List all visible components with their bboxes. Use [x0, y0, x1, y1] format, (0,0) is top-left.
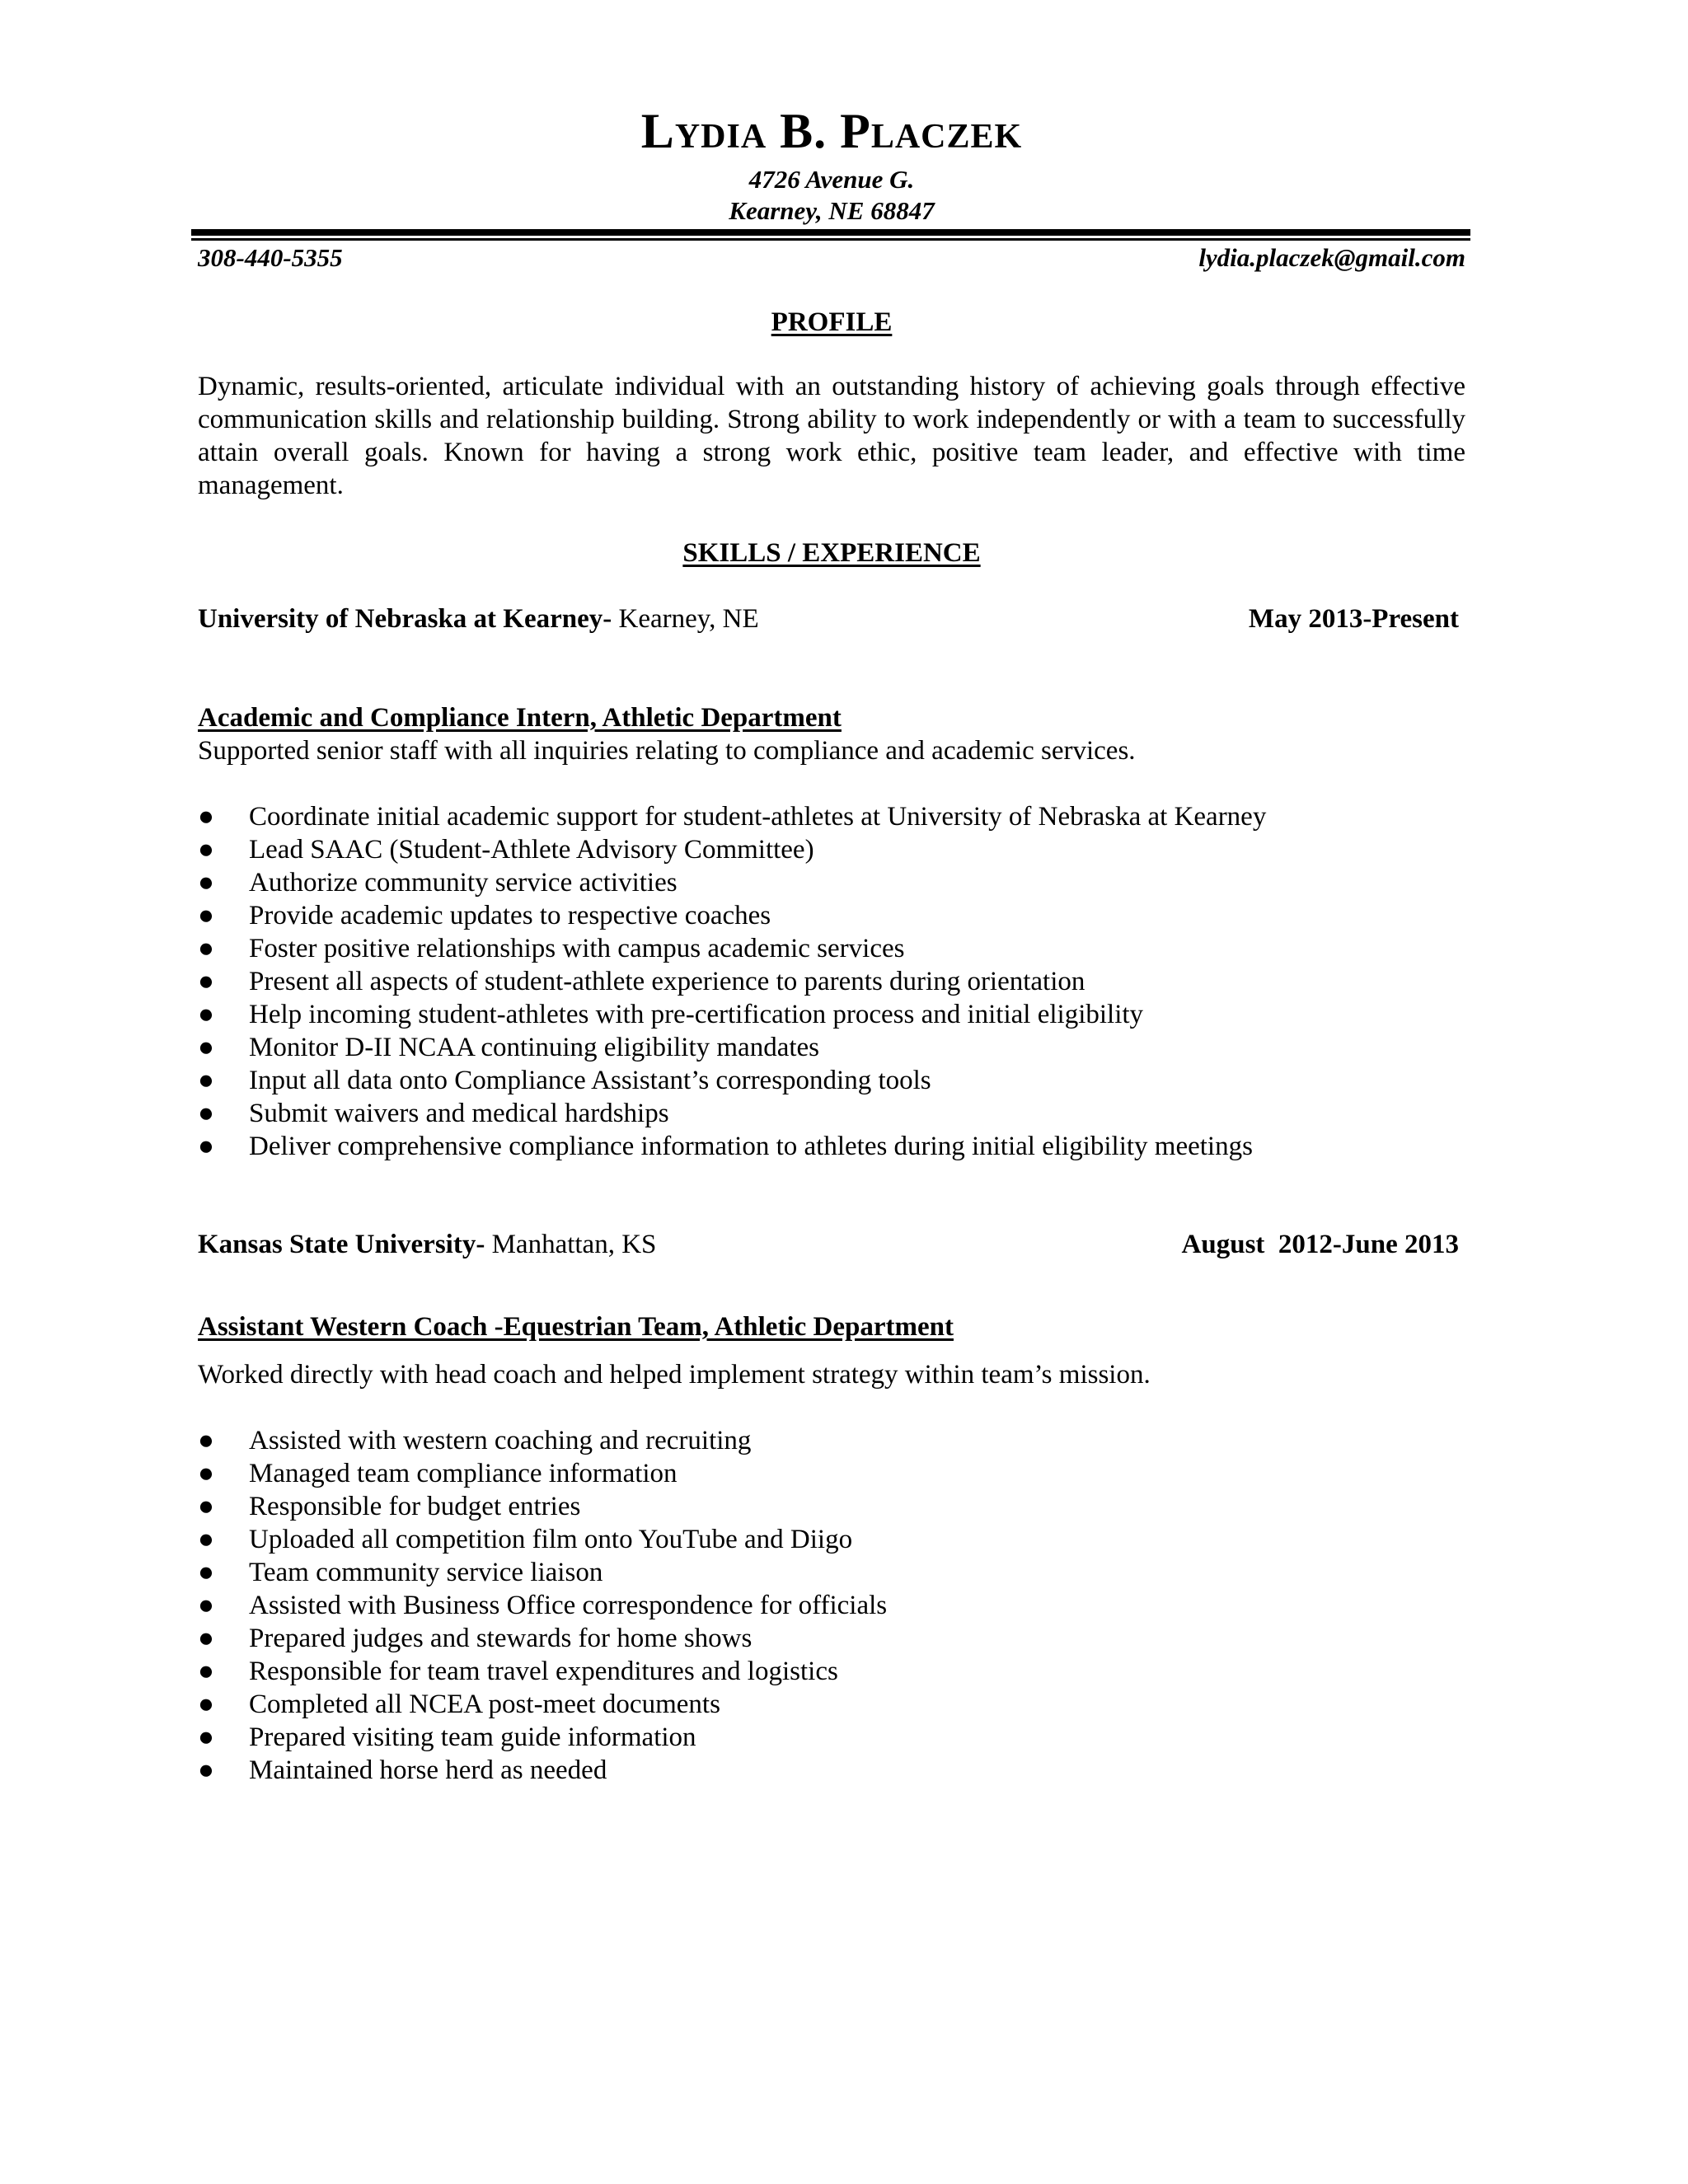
duty-text: Deliver comprehensive compliance information to athletes during initial eligibility meetings [249, 1132, 1253, 1161]
header-divider-thick [191, 229, 1470, 236]
phone-number: 308-440-5355 [198, 243, 343, 272]
duty-text: Lead SAAC (Student-Athlete Advisory Committee) [249, 835, 814, 865]
duty-text: Assisted with Business Office correspondence for officials [249, 1591, 888, 1620]
duty-text: Maintained horse herd as needed [249, 1755, 607, 1785]
candidate-name: Lydia B. Placzek [640, 104, 1023, 158]
bullet-icon: ● [198, 1525, 214, 1554]
duty-text: Prepared visiting team guide information [249, 1722, 696, 1752]
duty-text: Managed team compliance information [249, 1459, 678, 1488]
duty-item [198, 1556, 887, 1589]
duty-item [198, 866, 1266, 899]
duty-item [198, 1754, 887, 1787]
duty-item [198, 1424, 887, 1457]
duty-item [198, 833, 1266, 866]
duty-text: Help incoming student-athletes with pre-certification process and initial eligibility [249, 1000, 1144, 1029]
duty-text: Monitor D-II NCAA continuing eligibility mandates [249, 1033, 820, 1062]
skills-heading: SKILLS / EXPERIENCE [682, 538, 981, 568]
bullet-icon: ● [198, 1690, 214, 1719]
duty-item [198, 1589, 887, 1622]
duty-text: Authorize community service activities [249, 868, 678, 898]
duty-item [198, 800, 1266, 833]
duty-text: Input all data onto Compliance Assistant’s corresponding tools [249, 1066, 931, 1095]
duty-text: Responsible for budget entries [249, 1492, 581, 1521]
duty-item [198, 1523, 887, 1556]
bullet-icon: ● [198, 1755, 214, 1785]
organization-location: Kearney, NE [612, 604, 759, 634]
bullet-icon: ● [198, 1459, 214, 1488]
duty-item [198, 1064, 1266, 1097]
duty-item [198, 1097, 1266, 1130]
job-title: Academic and Compliance Intern, Athletic Department [198, 703, 842, 733]
bullet-icon: ● [198, 1558, 214, 1587]
position-header [198, 602, 1459, 635]
duty-text: Prepared judges and stewards for home shows [249, 1624, 753, 1653]
organization-name: Kansas State University- [198, 1230, 485, 1259]
duty-text: Present all aspects of student-athlete experience to parents during orientation [249, 967, 1085, 996]
bullet-icon: ● [198, 1132, 214, 1161]
duty-list [198, 800, 1266, 1163]
duty-item [198, 1721, 887, 1754]
header-divider-thin [191, 238, 1470, 241]
bullet-icon: ● [198, 967, 214, 996]
duty-text: Submit waivers and medical hardships [249, 1099, 669, 1128]
duty-text: Foster positive relationships with campus academic services [249, 934, 905, 963]
bullet-icon: ● [198, 1000, 214, 1029]
duty-text: Responsible for team travel expenditures and logistics [249, 1657, 838, 1686]
duty-item [198, 1031, 1266, 1064]
duty-text: Provide academic updates to respective coaches [249, 901, 771, 930]
job-title: Assistant Western Coach -Equestrian Team, Athletic Department [198, 1312, 954, 1342]
duty-text: Coordinate initial academic support for student-athletes at University of Nebraska at Kearney [249, 802, 1267, 832]
bullet-icon: ● [198, 1722, 214, 1752]
duty-text: Completed all NCEA post-meet documents [249, 1690, 720, 1719]
organization-location: Manhattan, KS [485, 1230, 657, 1259]
duty-list [198, 1424, 887, 1787]
duty-text: Team community service liaison [249, 1558, 603, 1587]
bullet-icon: ● [198, 934, 214, 963]
bullet-icon: ● [198, 1066, 214, 1095]
duty-item [198, 932, 1266, 965]
profile-text: Dynamic, results-oriented, articulate individual with an outstanding history of achieving goals through effective communication skills and relationship building. Strong ability to work independently or with a team to successfully attain overall goals. Known for having a strong work ethic, positive team leader, and effective with time management. [198, 372, 1465, 500]
profile-heading: PROFILE [771, 307, 893, 337]
duty-item [198, 965, 1266, 998]
duty-item [198, 998, 1266, 1031]
job-summary: Supported senior staff with all inquiries relating to compliance and academic services. [198, 736, 1136, 766]
duty-item [198, 1130, 1266, 1163]
organization-name: University of Nebraska at Kearney- [198, 604, 612, 634]
bullet-icon: ● [198, 901, 214, 930]
position-header [198, 1228, 1459, 1261]
duty-item [198, 1457, 887, 1490]
bullet-icon: ● [198, 1492, 214, 1521]
bullet-icon: ● [198, 1099, 214, 1128]
duty-text: Assisted with western coaching and recruiting [249, 1426, 752, 1455]
bullet-icon: ● [198, 1591, 214, 1620]
bullet-icon: ● [198, 835, 214, 865]
address-line-1: 4726 Avenue G. [748, 165, 915, 194]
bullet-icon: ● [198, 1657, 214, 1686]
position-dates: May 2013-Present [1248, 604, 1459, 634]
position-dates: August 2012-June 2013 [1181, 1230, 1459, 1259]
duty-item [198, 899, 1266, 932]
duty-item [198, 1490, 887, 1523]
bullet-icon: ● [198, 868, 214, 898]
bullet-icon: ● [198, 1426, 214, 1455]
duty-text: Uploaded all competition film onto YouTube and Diigo [249, 1525, 853, 1554]
email-address: lydia.placzek@gmail.com [1198, 243, 1465, 272]
job-summary: Worked directly with head coach and helped implement strategy within team’s mission. [198, 1360, 1151, 1390]
duty-item [198, 1622, 887, 1655]
duty-item [198, 1688, 887, 1721]
bullet-icon: ● [198, 802, 214, 832]
bullet-icon: ● [198, 1033, 214, 1062]
address-line-2: Kearney, NE 68847 [729, 196, 935, 225]
bullet-icon: ● [198, 1624, 214, 1653]
duty-item [198, 1655, 887, 1688]
